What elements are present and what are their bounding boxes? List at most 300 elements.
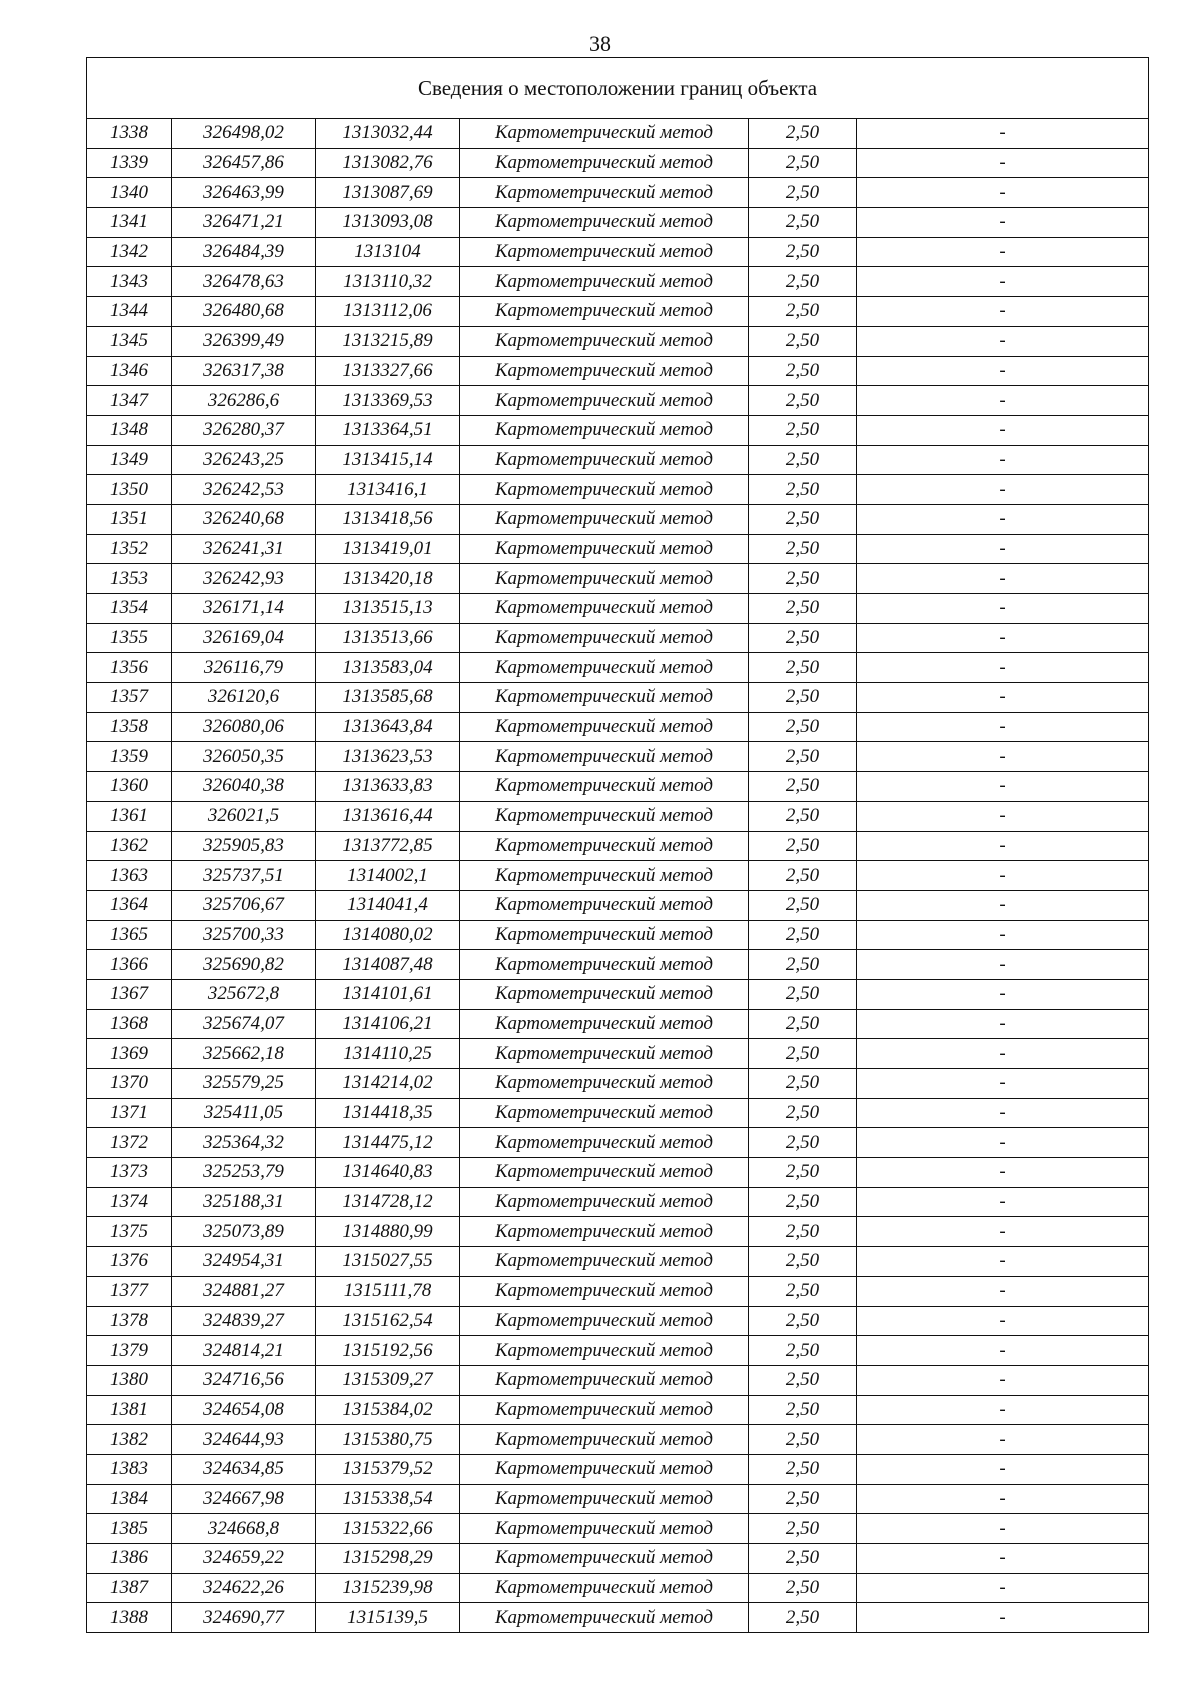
table-row	[87, 1544, 1149, 1574]
table-row	[87, 178, 1149, 208]
accuracy-cell: 2,50	[749, 415, 857, 445]
table-row	[87, 1573, 1149, 1603]
point-number-cell: 1344	[87, 297, 172, 327]
y-coordinate-cell: 1314002,1	[316, 861, 460, 891]
method-cell: Картометрический метод	[460, 386, 749, 416]
x-coordinate-cell: 326480,68	[172, 297, 316, 327]
description-cell: -	[857, 1365, 1149, 1395]
y-coordinate-cell: 1313643,84	[316, 712, 460, 742]
table-title: Сведения о местоположении границ объекта	[87, 58, 1149, 119]
method-cell: Картометрический метод	[460, 950, 749, 980]
point-number-cell: 1376	[87, 1247, 172, 1277]
y-coordinate-cell: 1314880,99	[316, 1217, 460, 1247]
point-number-cell: 1377	[87, 1276, 172, 1306]
description-cell: -	[857, 1544, 1149, 1574]
x-coordinate-cell: 326040,38	[172, 772, 316, 802]
method-cell: Картометрический метод	[460, 1306, 749, 1336]
description-cell: -	[857, 1276, 1149, 1306]
description-cell: -	[857, 386, 1149, 416]
description-cell: -	[857, 208, 1149, 238]
x-coordinate-cell: 325905,83	[172, 831, 316, 861]
method-cell: Картометрический метод	[460, 267, 749, 297]
y-coordinate-cell: 1315111,78	[316, 1276, 460, 1306]
accuracy-cell: 2,50	[749, 1276, 857, 1306]
accuracy-cell: 2,50	[749, 1425, 857, 1455]
point-number-cell: 1361	[87, 801, 172, 831]
method-cell: Картометрический метод	[460, 1484, 749, 1514]
x-coordinate-cell: 326498,02	[172, 119, 316, 149]
page-number: 38	[589, 31, 611, 56]
accuracy-cell: 2,50	[749, 237, 857, 267]
description-cell: -	[857, 119, 1149, 149]
point-number-cell: 1348	[87, 415, 172, 445]
x-coordinate-cell: 324839,27	[172, 1306, 316, 1336]
method-cell: Картометрический метод	[460, 801, 749, 831]
description-cell: -	[857, 534, 1149, 564]
accuracy-cell: 2,50	[749, 1484, 857, 1514]
description-cell: -	[857, 148, 1149, 178]
description-cell: -	[857, 950, 1149, 980]
table-row	[87, 1217, 1149, 1247]
point-number-cell: 1386	[87, 1544, 172, 1574]
table-row	[87, 267, 1149, 297]
point-number-cell: 1341	[87, 208, 172, 238]
point-number-cell: 1383	[87, 1454, 172, 1484]
x-coordinate-cell: 324634,85	[172, 1454, 316, 1484]
method-cell: Картометрический метод	[460, 890, 749, 920]
accuracy-cell: 2,50	[749, 534, 857, 564]
x-coordinate-cell: 326286,6	[172, 386, 316, 416]
table-row	[87, 861, 1149, 891]
description-cell: -	[857, 1247, 1149, 1277]
description-cell: -	[857, 1187, 1149, 1217]
method-cell: Картометрический метод	[460, 1217, 749, 1247]
point-number-cell: 1387	[87, 1573, 172, 1603]
description-cell: -	[857, 1484, 1149, 1514]
x-coordinate-cell: 326240,68	[172, 504, 316, 534]
y-coordinate-cell: 1314418,35	[316, 1098, 460, 1128]
y-coordinate-cell: 1315192,56	[316, 1336, 460, 1366]
method-cell: Картометрический метод	[460, 237, 749, 267]
y-coordinate-cell: 1315139,5	[316, 1603, 460, 1633]
method-cell: Картометрический метод	[460, 534, 749, 564]
boundary-coordinates-table	[86, 57, 1149, 1633]
y-coordinate-cell: 1314640,83	[316, 1158, 460, 1188]
point-number-cell: 1362	[87, 831, 172, 861]
accuracy-cell: 2,50	[749, 594, 857, 624]
table-row	[87, 297, 1149, 327]
table-row	[87, 1395, 1149, 1425]
table-row	[87, 534, 1149, 564]
accuracy-cell: 2,50	[749, 1306, 857, 1336]
method-cell: Картометрический метод	[460, 1247, 749, 1277]
point-number-cell: 1352	[87, 534, 172, 564]
description-cell: -	[857, 445, 1149, 475]
accuracy-cell: 2,50	[749, 772, 857, 802]
accuracy-cell: 2,50	[749, 1217, 857, 1247]
x-coordinate-cell: 324881,27	[172, 1276, 316, 1306]
y-coordinate-cell: 1313104	[316, 237, 460, 267]
x-coordinate-cell: 324659,22	[172, 1544, 316, 1574]
accuracy-cell: 2,50	[749, 208, 857, 238]
y-coordinate-cell: 1315298,29	[316, 1544, 460, 1574]
x-coordinate-cell: 325737,51	[172, 861, 316, 891]
description-cell: -	[857, 1009, 1149, 1039]
x-coordinate-cell: 325672,8	[172, 979, 316, 1009]
y-coordinate-cell: 1314080,02	[316, 920, 460, 950]
accuracy-cell: 2,50	[749, 1336, 857, 1366]
accuracy-cell: 2,50	[749, 267, 857, 297]
description-cell: -	[857, 178, 1149, 208]
y-coordinate-cell: 1315322,66	[316, 1514, 460, 1544]
x-coordinate-cell: 326399,49	[172, 326, 316, 356]
table-row	[87, 1454, 1149, 1484]
method-cell: Картометрический метод	[460, 1158, 749, 1188]
accuracy-cell: 2,50	[749, 683, 857, 713]
accuracy-cell: 2,50	[749, 890, 857, 920]
accuracy-cell: 2,50	[749, 1454, 857, 1484]
x-coordinate-cell: 325690,82	[172, 950, 316, 980]
point-number-cell: 1360	[87, 772, 172, 802]
point-number-cell: 1384	[87, 1484, 172, 1514]
method-cell: Картометрический метод	[460, 1069, 749, 1099]
x-coordinate-cell: 326478,63	[172, 267, 316, 297]
description-cell: -	[857, 831, 1149, 861]
point-number-cell: 1373	[87, 1158, 172, 1188]
x-coordinate-cell: 326280,37	[172, 415, 316, 445]
point-number-cell: 1374	[87, 1187, 172, 1217]
x-coordinate-cell: 326171,14	[172, 594, 316, 624]
description-cell: -	[857, 712, 1149, 742]
x-coordinate-cell: 326050,35	[172, 742, 316, 772]
description-cell: -	[857, 1425, 1149, 1455]
method-cell: Картометрический метод	[460, 475, 749, 505]
point-number-cell: 1351	[87, 504, 172, 534]
x-coordinate-cell: 326471,21	[172, 208, 316, 238]
description-cell: -	[857, 326, 1149, 356]
table-row	[87, 475, 1149, 505]
method-cell: Картометрический метод	[460, 861, 749, 891]
table-row	[87, 594, 1149, 624]
y-coordinate-cell: 1313513,66	[316, 623, 460, 653]
method-cell: Картометрический метод	[460, 1098, 749, 1128]
method-cell: Картометрический метод	[460, 1425, 749, 1455]
table-row	[87, 979, 1149, 1009]
y-coordinate-cell: 1313515,13	[316, 594, 460, 624]
x-coordinate-cell: 326241,31	[172, 534, 316, 564]
x-coordinate-cell: 326484,39	[172, 237, 316, 267]
method-cell: Картометрический метод	[460, 594, 749, 624]
table-row	[87, 653, 1149, 683]
accuracy-cell: 2,50	[749, 119, 857, 149]
point-number-cell: 1358	[87, 712, 172, 742]
table-row	[87, 119, 1149, 149]
method-cell: Картометрический метод	[460, 772, 749, 802]
y-coordinate-cell: 1313772,85	[316, 831, 460, 861]
x-coordinate-cell: 325411,05	[172, 1098, 316, 1128]
point-number-cell: 1381	[87, 1395, 172, 1425]
accuracy-cell: 2,50	[749, 475, 857, 505]
point-number-cell: 1357	[87, 683, 172, 713]
accuracy-cell: 2,50	[749, 801, 857, 831]
accuracy-cell: 2,50	[749, 1158, 857, 1188]
table-row	[87, 1306, 1149, 1336]
accuracy-cell: 2,50	[749, 326, 857, 356]
y-coordinate-cell: 1315380,75	[316, 1425, 460, 1455]
y-coordinate-cell: 1313369,53	[316, 386, 460, 416]
y-coordinate-cell: 1313633,83	[316, 772, 460, 802]
y-coordinate-cell: 1313215,89	[316, 326, 460, 356]
x-coordinate-cell: 325662,18	[172, 1039, 316, 1069]
accuracy-cell: 2,50	[749, 178, 857, 208]
y-coordinate-cell: 1314728,12	[316, 1187, 460, 1217]
table-row	[87, 623, 1149, 653]
accuracy-cell: 2,50	[749, 712, 857, 742]
point-number-cell: 1364	[87, 890, 172, 920]
y-coordinate-cell: 1314475,12	[316, 1128, 460, 1158]
accuracy-cell: 2,50	[749, 950, 857, 980]
y-coordinate-cell: 1315239,98	[316, 1573, 460, 1603]
x-coordinate-cell: 325073,89	[172, 1217, 316, 1247]
method-cell: Картометрический метод	[460, 712, 749, 742]
accuracy-cell: 2,50	[749, 1098, 857, 1128]
point-number-cell: 1354	[87, 594, 172, 624]
point-number-cell: 1379	[87, 1336, 172, 1366]
point-number-cell: 1363	[87, 861, 172, 891]
method-cell: Картометрический метод	[460, 831, 749, 861]
x-coordinate-cell: 324716,56	[172, 1365, 316, 1395]
point-number-cell: 1388	[87, 1603, 172, 1633]
point-number-cell: 1355	[87, 623, 172, 653]
table-row	[87, 148, 1149, 178]
method-cell: Картометрический метод	[460, 1187, 749, 1217]
table-row	[87, 1365, 1149, 1395]
x-coordinate-cell: 326242,53	[172, 475, 316, 505]
table-row	[87, 801, 1149, 831]
method-cell: Картометрический метод	[460, 1039, 749, 1069]
table-row	[87, 237, 1149, 267]
x-coordinate-cell: 325674,07	[172, 1009, 316, 1039]
accuracy-cell: 2,50	[749, 920, 857, 950]
method-cell: Картометрический метод	[460, 1573, 749, 1603]
y-coordinate-cell: 1315338,54	[316, 1484, 460, 1514]
accuracy-cell: 2,50	[749, 742, 857, 772]
method-cell: Картометрический метод	[460, 208, 749, 238]
x-coordinate-cell: 324668,8	[172, 1514, 316, 1544]
table-row	[87, 504, 1149, 534]
accuracy-cell: 2,50	[749, 297, 857, 327]
point-number-cell: 1369	[87, 1039, 172, 1069]
description-cell: -	[857, 356, 1149, 386]
table-row	[87, 208, 1149, 238]
description-cell: -	[857, 1514, 1149, 1544]
accuracy-cell: 2,50	[749, 148, 857, 178]
description-cell: -	[857, 475, 1149, 505]
table-row	[87, 356, 1149, 386]
table-body	[87, 119, 1149, 1633]
accuracy-cell: 2,50	[749, 1514, 857, 1544]
method-cell: Картометрический метод	[460, 1009, 749, 1039]
point-number-cell: 1382	[87, 1425, 172, 1455]
method-cell: Картометрический метод	[460, 1454, 749, 1484]
method-cell: Картометрический метод	[460, 742, 749, 772]
table-row	[87, 326, 1149, 356]
x-coordinate-cell: 326463,99	[172, 178, 316, 208]
x-coordinate-cell: 326243,25	[172, 445, 316, 475]
x-coordinate-cell: 324814,21	[172, 1336, 316, 1366]
table-row	[87, 1069, 1149, 1099]
description-cell: -	[857, 1573, 1149, 1603]
table-row	[87, 1158, 1149, 1188]
point-number-cell: 1350	[87, 475, 172, 505]
accuracy-cell: 2,50	[749, 1069, 857, 1099]
point-number-cell: 1380	[87, 1365, 172, 1395]
description-cell: -	[857, 920, 1149, 950]
method-cell: Картометрический метод	[460, 297, 749, 327]
method-cell: Картометрический метод	[460, 564, 749, 594]
method-cell: Картометрический метод	[460, 1514, 749, 1544]
y-coordinate-cell: 1313583,04	[316, 653, 460, 683]
accuracy-cell: 2,50	[749, 1128, 857, 1158]
y-coordinate-cell: 1313416,1	[316, 475, 460, 505]
y-coordinate-cell: 1313623,53	[316, 742, 460, 772]
y-coordinate-cell: 1313087,69	[316, 178, 460, 208]
point-number-cell: 1368	[87, 1009, 172, 1039]
description-cell: -	[857, 415, 1149, 445]
method-cell: Картометрический метод	[460, 1365, 749, 1395]
table-row	[87, 712, 1149, 742]
x-coordinate-cell: 326120,6	[172, 683, 316, 713]
description-cell: -	[857, 1158, 1149, 1188]
point-number-cell: 1342	[87, 237, 172, 267]
y-coordinate-cell: 1315027,55	[316, 1247, 460, 1277]
x-coordinate-cell: 326317,38	[172, 356, 316, 386]
description-cell: -	[857, 267, 1149, 297]
method-cell: Картометрический метод	[460, 178, 749, 208]
accuracy-cell: 2,50	[749, 1039, 857, 1069]
x-coordinate-cell: 326169,04	[172, 623, 316, 653]
description-cell: -	[857, 683, 1149, 713]
y-coordinate-cell: 1313032,44	[316, 119, 460, 149]
description-cell: -	[857, 1128, 1149, 1158]
table-row	[87, 890, 1149, 920]
method-cell: Картометрический метод	[460, 683, 749, 713]
description-cell: -	[857, 623, 1149, 653]
table-row	[87, 1009, 1149, 1039]
accuracy-cell: 2,50	[749, 1544, 857, 1574]
y-coordinate-cell: 1313616,44	[316, 801, 460, 831]
accuracy-cell: 2,50	[749, 653, 857, 683]
y-coordinate-cell: 1315379,52	[316, 1454, 460, 1484]
y-coordinate-cell: 1314214,02	[316, 1069, 460, 1099]
table-row	[87, 1098, 1149, 1128]
point-number-cell: 1343	[87, 267, 172, 297]
method-cell: Картометрический метод	[460, 445, 749, 475]
method-cell: Картометрический метод	[460, 1544, 749, 1574]
accuracy-cell: 2,50	[749, 979, 857, 1009]
point-number-cell: 1375	[87, 1217, 172, 1247]
point-number-cell: 1346	[87, 356, 172, 386]
description-cell: -	[857, 237, 1149, 267]
y-coordinate-cell: 1313419,01	[316, 534, 460, 564]
description-cell: -	[857, 1395, 1149, 1425]
point-number-cell: 1367	[87, 979, 172, 1009]
point-number-cell: 1372	[87, 1128, 172, 1158]
description-cell: -	[857, 1603, 1149, 1633]
description-cell: -	[857, 1039, 1149, 1069]
y-coordinate-cell: 1313093,08	[316, 208, 460, 238]
accuracy-cell: 2,50	[749, 1395, 857, 1425]
accuracy-cell: 2,50	[749, 564, 857, 594]
description-cell: -	[857, 1336, 1149, 1366]
x-coordinate-cell: 324690,77	[172, 1603, 316, 1633]
description-cell: -	[857, 801, 1149, 831]
table-row	[87, 415, 1149, 445]
y-coordinate-cell: 1315384,02	[316, 1395, 460, 1425]
point-number-cell: 1353	[87, 564, 172, 594]
accuracy-cell: 2,50	[749, 831, 857, 861]
accuracy-cell: 2,50	[749, 386, 857, 416]
table-row	[87, 831, 1149, 861]
table-row	[87, 950, 1149, 980]
y-coordinate-cell: 1313585,68	[316, 683, 460, 713]
method-cell: Картометрический метод	[460, 1276, 749, 1306]
y-coordinate-cell: 1313420,18	[316, 564, 460, 594]
y-coordinate-cell: 1313364,51	[316, 415, 460, 445]
method-cell: Картометрический метод	[460, 326, 749, 356]
point-number-cell: 1339	[87, 148, 172, 178]
accuracy-cell: 2,50	[749, 623, 857, 653]
x-coordinate-cell: 324954,31	[172, 1247, 316, 1277]
accuracy-cell: 2,50	[749, 1187, 857, 1217]
description-cell: -	[857, 1098, 1149, 1128]
point-number-cell: 1345	[87, 326, 172, 356]
accuracy-cell: 2,50	[749, 1247, 857, 1277]
description-cell: -	[857, 594, 1149, 624]
table-row	[87, 386, 1149, 416]
accuracy-cell: 2,50	[749, 1573, 857, 1603]
point-number-cell: 1385	[87, 1514, 172, 1544]
point-number-cell: 1371	[87, 1098, 172, 1128]
x-coordinate-cell: 324622,26	[172, 1573, 316, 1603]
x-coordinate-cell: 326457,86	[172, 148, 316, 178]
method-cell: Картометрический метод	[460, 356, 749, 386]
x-coordinate-cell: 325700,33	[172, 920, 316, 950]
table-row	[87, 1187, 1149, 1217]
point-number-cell: 1338	[87, 119, 172, 149]
method-cell: Картометрический метод	[460, 979, 749, 1009]
method-cell: Картометрический метод	[460, 1395, 749, 1425]
y-coordinate-cell: 1314041,4	[316, 890, 460, 920]
x-coordinate-cell: 325706,67	[172, 890, 316, 920]
description-cell: -	[857, 564, 1149, 594]
table-row	[87, 683, 1149, 713]
method-cell: Картометрический метод	[460, 415, 749, 445]
method-cell: Картометрический метод	[460, 1336, 749, 1366]
table-row	[87, 1603, 1149, 1633]
table-row	[87, 1425, 1149, 1455]
description-cell: -	[857, 297, 1149, 327]
description-cell: -	[857, 861, 1149, 891]
point-number-cell: 1378	[87, 1306, 172, 1336]
point-number-cell: 1347	[87, 386, 172, 416]
point-number-cell: 1365	[87, 920, 172, 950]
method-cell: Картометрический метод	[460, 1603, 749, 1633]
method-cell: Картометрический метод	[460, 653, 749, 683]
method-cell: Картометрический метод	[460, 1128, 749, 1158]
description-cell: -	[857, 979, 1149, 1009]
accuracy-cell: 2,50	[749, 1009, 857, 1039]
